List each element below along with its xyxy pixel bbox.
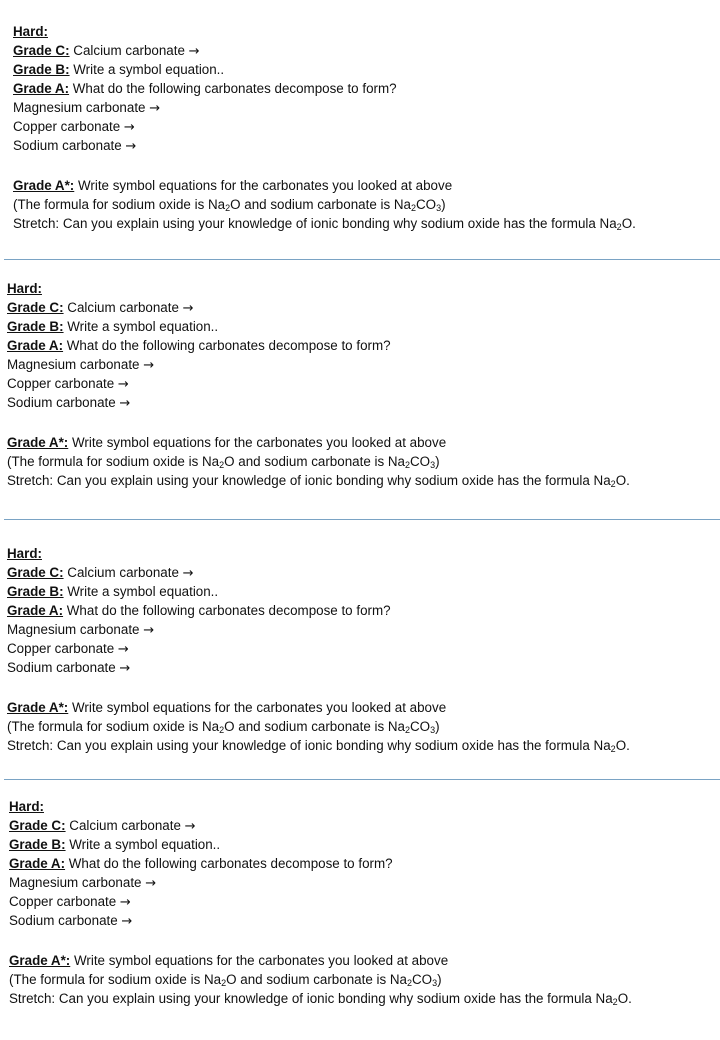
level-heading: Hard: <box>9 799 44 814</box>
stretch-question: Stretch: Can you explain using your knowledge of ionic bonding why sodium oxide has the formula $Na_2O$. <box>7 738 630 754</box>
carbonate-item: Magnesium carbonate → <box>13 100 161 116</box>
right-arrow-icon: → <box>123 120 135 135</box>
right-arrow-icon: → <box>149 101 161 116</box>
right-arrow-icon: → <box>145 876 157 891</box>
right-arrow-icon: → <box>182 301 194 316</box>
carbonate-item: Sodium carbonate → <box>9 913 133 929</box>
stretch-question: Stretch: Can you explain using your knowledge of ionic bonding why sodium oxide has the formula $Na_2O$. <box>7 473 630 489</box>
grade-a-line: Grade A: What do the following carbonates decompose to form? <box>9 856 393 871</box>
right-arrow-icon: → <box>143 623 155 638</box>
section-divider <box>4 259 720 260</box>
right-arrow-icon: → <box>117 642 129 657</box>
grade-a-line: Grade A: What do the following carbonates decompose to form? <box>13 81 397 96</box>
level-heading: Hard: <box>7 546 42 561</box>
grade-astar-line: Grade A*: Write symbol equations for the carbonates you looked at above <box>7 700 447 715</box>
right-arrow-icon: → <box>119 396 131 411</box>
grade-b-line: Grade B: Write a symbol equation.. <box>9 837 221 852</box>
formula-note: (The formula for sodium oxide is $Na_2O$ and sodium carbonate is $Na_2CO_3$) <box>7 454 440 470</box>
carbonate-item: Copper carbonate → <box>9 894 131 910</box>
level-heading: Hard: <box>13 24 48 39</box>
grade-c-line: Grade C: Calcium carbonate → <box>7 565 194 581</box>
carbonate-item: Copper carbonate → <box>13 119 135 135</box>
stretch-question: Stretch: Can you explain using your knowledge of ionic bonding why sodium oxide has the formula $Na_2O$. <box>9 991 632 1007</box>
grade-c-line: Grade C: Calcium carbonate → <box>7 300 194 316</box>
grade-a-line: Grade A: What do the following carbonates decompose to form? <box>7 338 391 353</box>
right-arrow-icon: → <box>119 895 131 910</box>
level-heading: Hard: <box>7 281 42 296</box>
carbonate-item: Copper carbonate → <box>7 641 129 657</box>
right-arrow-icon: → <box>121 914 133 929</box>
right-arrow-icon: → <box>188 44 200 59</box>
right-arrow-icon: → <box>119 661 131 676</box>
grade-a-line: Grade A: What do the following carbonates decompose to form? <box>7 603 391 618</box>
formula-note: (The formula for sodium oxide is $Na_2O$ and sodium carbonate is $Na_2CO_3$) <box>7 719 440 735</box>
section-divider <box>4 519 720 520</box>
section-divider <box>4 779 720 780</box>
formula-note: (The formula for sodium oxide is $Na_2O$ and sodium carbonate is $Na_2CO_3$) <box>13 197 446 213</box>
grade-c-line: Grade C: Calcium carbonate → <box>9 818 196 834</box>
grade-b-line: Grade B: Write a symbol equation.. <box>13 62 225 77</box>
carbonate-item: Magnesium carbonate → <box>9 875 157 891</box>
carbonate-item: Sodium carbonate → <box>7 660 131 676</box>
carbonate-item: Copper carbonate → <box>7 376 129 392</box>
carbonate-item: Sodium carbonate → <box>13 138 137 154</box>
grade-b-line: Grade B: Write a symbol equation.. <box>7 319 219 334</box>
grade-b-line: Grade B: Write a symbol equation.. <box>7 584 219 599</box>
grade-astar-line: Grade A*: Write symbol equations for the carbonates you looked at above <box>9 953 449 968</box>
carbonate-item: Magnesium carbonate → <box>7 622 155 638</box>
stretch-question: Stretch: Can you explain using your knowledge of ionic bonding why sodium oxide has the formula $Na_2O$. <box>13 216 636 232</box>
right-arrow-icon: → <box>143 358 155 373</box>
right-arrow-icon: → <box>182 566 194 581</box>
grade-c-line: Grade C: Calcium carbonate → <box>13 43 200 59</box>
carbonate-item: Magnesium carbonate → <box>7 357 155 373</box>
right-arrow-icon: → <box>184 819 196 834</box>
grade-astar-line: Grade A*: Write symbol equations for the carbonates you looked at above <box>7 435 447 450</box>
carbonate-item: Sodium carbonate → <box>7 395 131 411</box>
right-arrow-icon: → <box>125 139 137 154</box>
right-arrow-icon: → <box>117 377 129 392</box>
formula-note: (The formula for sodium oxide is $Na_2O$ and sodium carbonate is $Na_2CO_3$) <box>9 972 442 988</box>
grade-astar-line: Grade A*: Write symbol equations for the carbonates you looked at above <box>13 178 453 193</box>
